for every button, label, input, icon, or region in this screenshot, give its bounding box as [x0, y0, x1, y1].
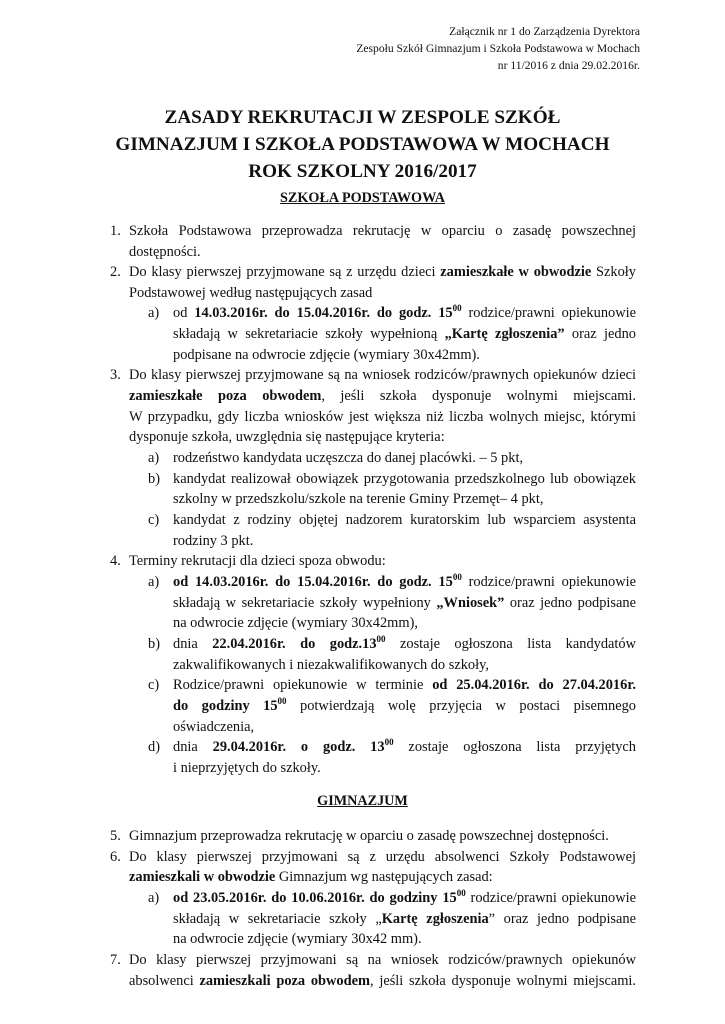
attachment-line-2: Zespołu Szkół Gimnazjum i Szkoła Podstawowa w Mochach	[356, 42, 640, 55]
item-3b-line-2: szkolny w przedszkolu/szkole na terenie Gminy Przemęt– 4 pkt,	[173, 491, 544, 507]
item-3-line-4: dysponuje szkoła, uwzględnia się następujące kryteria:	[129, 429, 445, 445]
item-6a-line-2: składają w sekretariacie szkoły „Kartę zgłoszenia” oraz jedno podpisane	[173, 911, 637, 927]
item-4d-line-2: i nieprzyjętych do szkoły.	[173, 760, 321, 776]
sub-item-marker: b)	[148, 636, 160, 652]
item-1-line-2: dostępności.	[129, 244, 201, 260]
item-6-line-2: zamieszkali w obwodzie Gimnazjum wg następujących zasad:	[129, 869, 493, 885]
sub-item-marker: b)	[148, 471, 160, 487]
item-6-line-1: Do klasy pierwszej przyjmowani są z urzędu absolwenci Szkoły Podstawowej	[129, 849, 636, 865]
sub-item-marker: a)	[148, 574, 160, 590]
item-3c-line-1: kandydat z rodziny objętej nadzorem kuratorskim lub wsparciem asystenta	[173, 512, 636, 528]
item-4c-line-3: oświadczenia,	[173, 719, 255, 735]
item-number: 3.	[110, 367, 121, 383]
sub-item-marker: c)	[148, 677, 160, 693]
item-2a-line-1: od 14.03.2016r. do 15.04.2016r. do godz. $15^{00}$ rodzice/prawni opiekunowie	[173, 303, 636, 321]
item-4c-line-1: Rodzice/prawni opiekunowie w terminie od 25.04.2016r. do 27.04.2016r.	[173, 677, 636, 693]
item-4b-line-2: zakwalifikowanych i niezakwalifikowanych do szkoły,	[173, 657, 489, 673]
item-4-line-1: Terminy rekrutacji dla dzieci spoza obwodu:	[129, 553, 386, 569]
item-3c-line-2: rodziny 3 pkt.	[173, 533, 254, 549]
sub-item-marker: d)	[148, 739, 160, 755]
item-7-line-2: absolwenci zamieszkali poza obwodem, jeśli szkoła dysponuje wolnymi miejscami.	[129, 973, 637, 989]
item-2-line-1: Do klasy pierwszej przyjmowane są z urzędu dzieci zamieszkałe w obwodzie Szkoły	[129, 264, 636, 280]
attachment-line-1: Załącznik nr 1 do Zarządzenia Dyrektora	[449, 25, 640, 38]
item-2a-line-3: podpisane na odwrocie zdjęcie (wymiary 30x42mm).	[173, 347, 480, 363]
title-line-3: ROK SZKOLNY 2016/2017	[248, 161, 477, 182]
attachment-line-3: nr 11/2016 z dnia 29.02.2016r.	[497, 59, 640, 72]
item-4c-line-2: do godziny $15^{00}$ potwierdzają wolę przyjęcia w postaci pisemnego	[173, 696, 636, 714]
item-4a-line-3: na odwrocie zdjęcie (wymiary 30x42mm),	[173, 615, 418, 631]
sub-item-marker: a)	[148, 305, 160, 321]
item-number: 7.	[110, 952, 121, 968]
item-1-line-1: Szkoła Podstawowa przeprowadza rekrutację w oparciu o zasadę powszechnej	[129, 223, 636, 239]
title-line-2: GIMNAZJUM I SZKOŁA PODSTAWOWA W MOCHACH	[115, 134, 610, 155]
attachment-note	[356, 23, 640, 74]
item-4a-line-1: od 14.03.2016r. do 15.04.2016r. do godz. $15^{00}$ rodzice/prawni opiekunowie	[173, 572, 637, 590]
sub-item-marker: c)	[148, 512, 160, 528]
sub-item-marker: a)	[148, 890, 160, 906]
item-3-line-3: W przypadku, gdy liczba wniosków jest większa niż liczba wolnych miejsc, którymi	[129, 409, 636, 425]
item-7-line-1: Do klasy pierwszej przyjmowani są na wniosek rodziców/prawnych opiekunów	[129, 952, 636, 968]
title-line-1: ZASADY REKRUTACJI W ZESPOLE SZKÓŁ	[164, 107, 561, 128]
section-heading-primary-school: SZKOŁA PODSTAWOWA	[280, 190, 445, 206]
item-number: 2.	[110, 264, 121, 280]
section-heading-gimnazjum: GIMNAZJUM	[317, 793, 408, 809]
item-3a-line-1: rodzeństwo kandydata uczęszcza do danej placówki. – 5 pkt,	[173, 450, 524, 466]
item-3b-line-1: kandydat realizował obowiązek przygotowania przedszkolnego lub obowiązek	[173, 471, 636, 487]
item-6a-line-3: na odwrocie zdjęcie (wymiary 30x42 mm).	[173, 931, 422, 947]
item-5-line-1: Gimnazjum przeprowadza rekrutację w oparciu o zasadę powszechnej dostępności.	[129, 828, 609, 844]
item-3-line-2: zamieszkałe poza obwodem, jeśli szkoła dysponuje wolnymi miejscami.	[129, 388, 637, 404]
item-2a-line-2: składają w sekretariacie szkoły wypełnioną „Kartę zgłoszenia” oraz jedno	[173, 326, 636, 342]
item-4a-line-2: składają w sekretariacie szkoły wypełniony „Wniosek” oraz jedno podpisane	[173, 595, 636, 611]
sub-item-marker: a)	[148, 450, 160, 466]
item-3-line-1: Do klasy pierwszej przyjmowane są na wniosek rodziców/prawnych opiekunów dzieci	[129, 367, 636, 383]
item-4d-line-1: dnia 29.04.2016r. o godz. $13^{00}$ zostaje ogłoszona lista przyjętych	[173, 737, 636, 755]
item-2-line-2: Podstawowej według następujących zasad	[129, 285, 373, 301]
item-6a-line-1: od 23.05.2016r. do 10.06.2016r. do godziny $15^{00}$ rodzice/prawni opiekunowie	[173, 888, 636, 906]
item-number: 1.	[110, 223, 121, 239]
item-number: 6.	[110, 849, 121, 865]
item-number: 4.	[110, 553, 121, 569]
item-4b-line-1: dnia 22.04.2016r. do $godz.13^{00}$ zostaje ogłoszona lista kandydatów	[173, 634, 636, 652]
item-number: 5.	[110, 828, 121, 844]
document-title	[60, 104, 665, 185]
